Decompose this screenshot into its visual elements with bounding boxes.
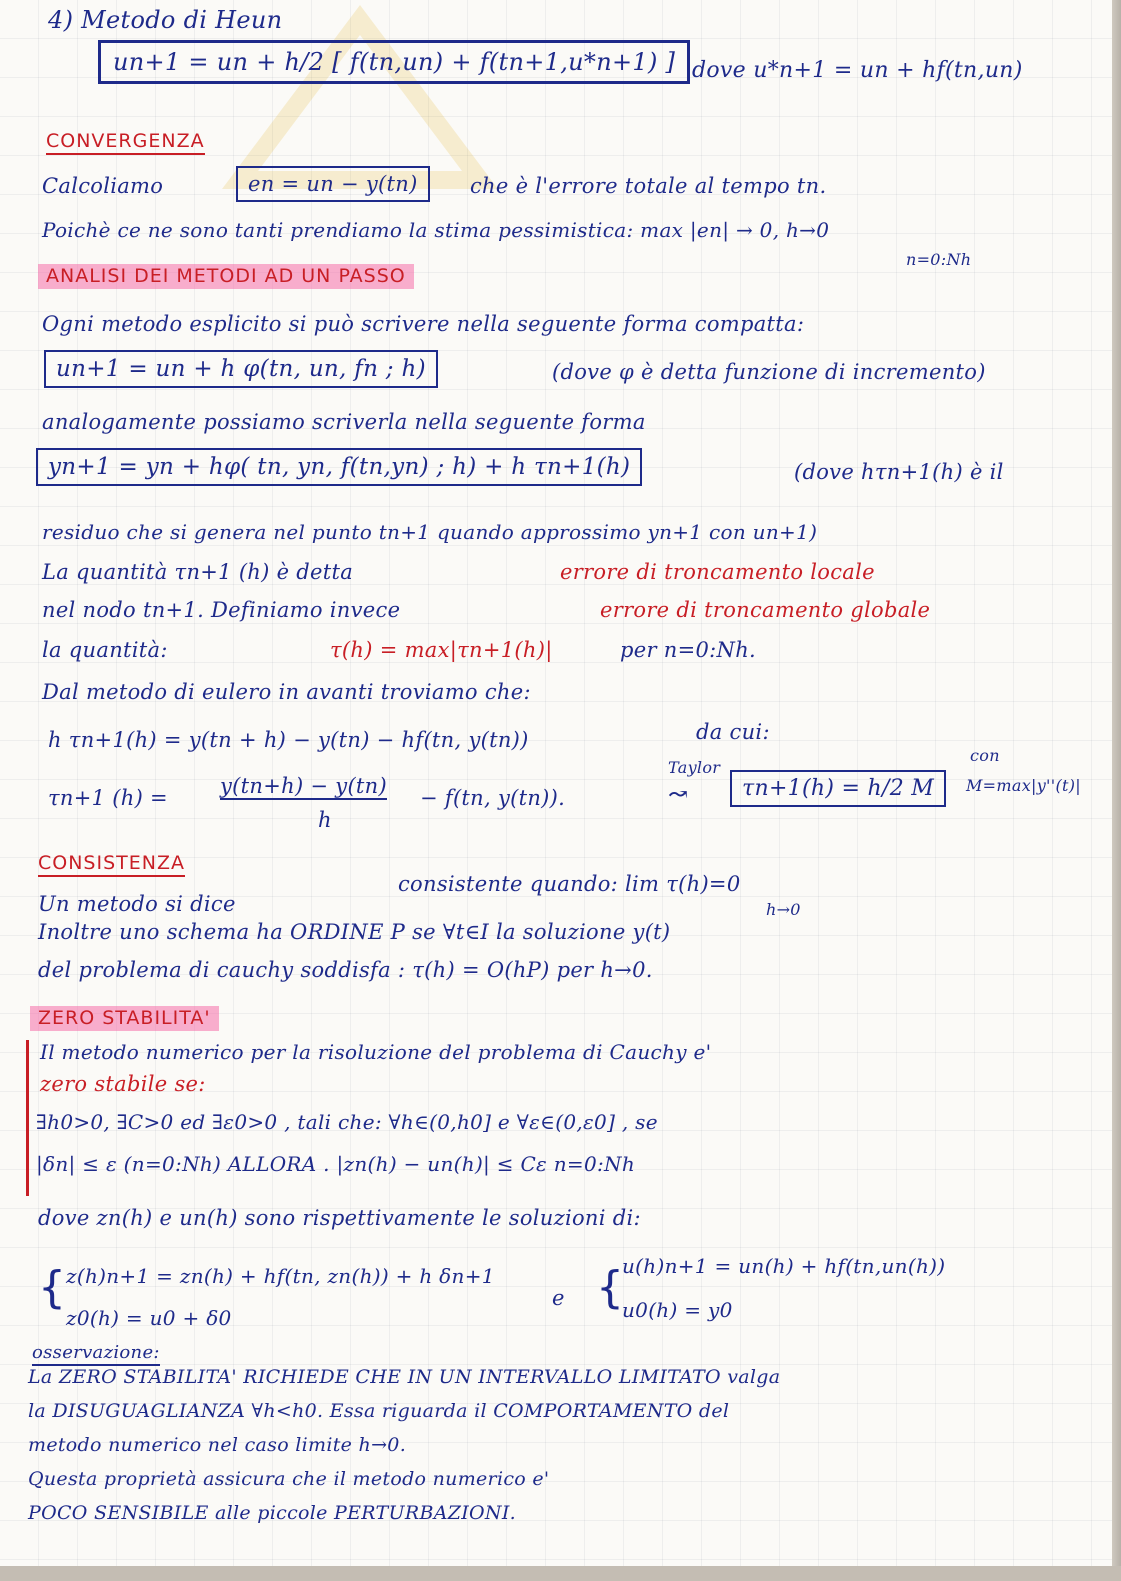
analisi-text-1: Ogni metodo esplicito si può scrivere nella seguente forma compatta: <box>42 312 805 336</box>
convergenza-text-1a: Calcoliamo <box>42 174 164 198</box>
consistenza-text-3: del problema di cauchy soddisfa : τ(h) = O(hP) per h→0. <box>38 958 653 982</box>
analisi-text-5a: nel nodo tn+1. Definiamo invece <box>42 598 401 622</box>
taylor-result-box: τn+1(h) = h/2 M <box>730 770 946 807</box>
page-bottom-edge <box>0 1566 1121 1581</box>
residual-note: (dove hτn+1(h) è il <box>794 460 1004 484</box>
zero-stab-text-1: Il metodo numerico per la risoluzione del problema di Cauchy e' <box>40 1040 712 1064</box>
term-troncamento-locale: errore di troncamento locale <box>560 560 875 584</box>
unperturbed-system-eq1: u(h)n+1 = un(h) + hf(tn,un(h)) <box>622 1254 946 1278</box>
osservazione-text-3: metodo numerico nel caso limite h→0. <box>28 1434 407 1456</box>
zero-stab-inequality: |δn| ≤ ε (n=0:Nh) ALLORA . |zn(h) − un(h)| ≤ Cε n=0:Nh <box>36 1152 636 1176</box>
analisi-text-7: Dal metodo di eulero in avanti troviamo che: <box>42 680 531 704</box>
one-step-formula-box: un+1 = un + h φ(tn, un, fn ; h) <box>44 350 438 388</box>
convergenza-text-1c: che è l'errore totale al tempo tn. <box>470 174 827 198</box>
definition-margin-bar <box>26 1040 29 1196</box>
perturbed-system-eq2: z0(h) = u0 + δ0 <box>66 1306 232 1330</box>
incremento-note: (dove φ è detta funzione di incremento) <box>552 360 986 384</box>
con-label: con <box>970 746 1000 765</box>
right-brace: { <box>596 1262 625 1313</box>
perturbed-system-eq1: z(h)n+1 = zn(h) + hf(tn, zn(h)) + h δn+1 <box>66 1264 495 1288</box>
euler-residual-formula: h τn+1(h) = y(tn + h) − y(tn) − hf(tn, y(tn)) <box>48 728 529 752</box>
analisi-text-4a: La quantità τn+1 (h) è detta <box>42 560 354 584</box>
analisi-text-2: analogamente possiamo scriverla nella seguente forma <box>42 410 646 434</box>
tau-lhs: τn+1 (h) = <box>48 786 168 810</box>
term-troncamento-globale: errore di troncamento globale <box>600 598 931 622</box>
left-brace: { <box>38 1262 67 1313</box>
m-definition: M=max|y''(t)| <box>966 776 1081 795</box>
heun-formula-box: un+1 = un + h/2 [ f(tn,un) + f(tn+1,u*n+1) ] <box>98 40 690 84</box>
analisi-text-6c: per n=0:Nh. <box>620 638 757 662</box>
da-cui: da cui: <box>696 720 770 744</box>
osservazione-text-4: Questa proprietà assicura che il metodo numerico e' <box>28 1468 550 1490</box>
error-formula-box: en = un − y(tn) <box>236 166 430 202</box>
residual-formula-box: yn+1 = yn + hφ( tn, yn, f(tn,yn) ; h) + h τn+1(h) <box>36 448 642 486</box>
osservazione-text-2: la DISUGUAGLIANZA ∀h<h0. Essa riguarda il COMPORTAMENTO del <box>28 1400 730 1422</box>
global-error-formula: τ(h) = max|τn+1(h)| <box>330 638 553 662</box>
zero-stab-text-2: dove zn(h) e un(h) sono rispettivamente le soluzioni di: <box>38 1206 641 1230</box>
zero-stab-term: zero stabile se: <box>40 1072 206 1096</box>
heun-predictor: dove u*n+1 = un + hf(tn,un) <box>692 58 1023 83</box>
taylor-label: Taylor <box>668 758 721 777</box>
zero-stab-condition: ∃h0>0, ∃C>0 ed ∃ε0>0 , tali che: ∀h∈(0,h0] e ∀ε∈(0,ε0] , se <box>36 1110 658 1134</box>
osservazione-label: osservazione: <box>32 1342 160 1366</box>
osservazione-text-1: La ZERO STABILITA' RICHIEDE CHE IN UN INTERVALLO LIMITATO valga <box>28 1366 781 1388</box>
page-edge <box>1112 0 1121 1581</box>
section-heun-title: 4) Metodo di Heun <box>48 6 283 34</box>
heading-convergenza: CONVERGENZA <box>46 130 205 155</box>
limit-subscript: h→0 <box>766 900 801 919</box>
analisi-text-6a: la quantità: <box>42 638 168 662</box>
convergenza-text-2: Poichè ce ne sono tanti prendiamo la stima pessimistica: max |en| → 0, h→0 <box>42 218 830 242</box>
consistenza-text-1a: Un metodo si dice <box>38 892 236 916</box>
taylor-arrow: ↝ <box>668 780 689 808</box>
heading-consistenza: CONSISTENZA <box>38 852 185 877</box>
system-conjunction: e <box>552 1286 565 1310</box>
heading-analisi: ANALISI DEI METODI AD UN PASSO <box>38 264 414 289</box>
analisi-text-3: residuo che si genera nel punto tn+1 quando approssimo yn+1 con un+1) <box>42 520 818 544</box>
unperturbed-system-eq2: u0(h) = y0 <box>622 1298 733 1322</box>
osservazione-text-5: POCO SENSIBILE alle piccole PERTURBAZIONI. <box>28 1502 516 1524</box>
heading-zero-stabilita: ZERO STABILITA' <box>30 1006 219 1031</box>
tau-denominator: h <box>318 808 332 832</box>
convergenza-subscript: n=0:Nh <box>906 250 972 269</box>
tau-rhs: − f(tn, y(tn)). <box>420 786 566 810</box>
consistenza-text-1b: consistente quando: lim τ(h)=0 <box>398 872 741 896</box>
consistenza-text-2: Inoltre uno schema ha ORDINE P se ∀t∈I la soluzione y(t) <box>38 920 671 944</box>
tau-numerator: y(tn+h) − y(tn) <box>220 774 387 798</box>
